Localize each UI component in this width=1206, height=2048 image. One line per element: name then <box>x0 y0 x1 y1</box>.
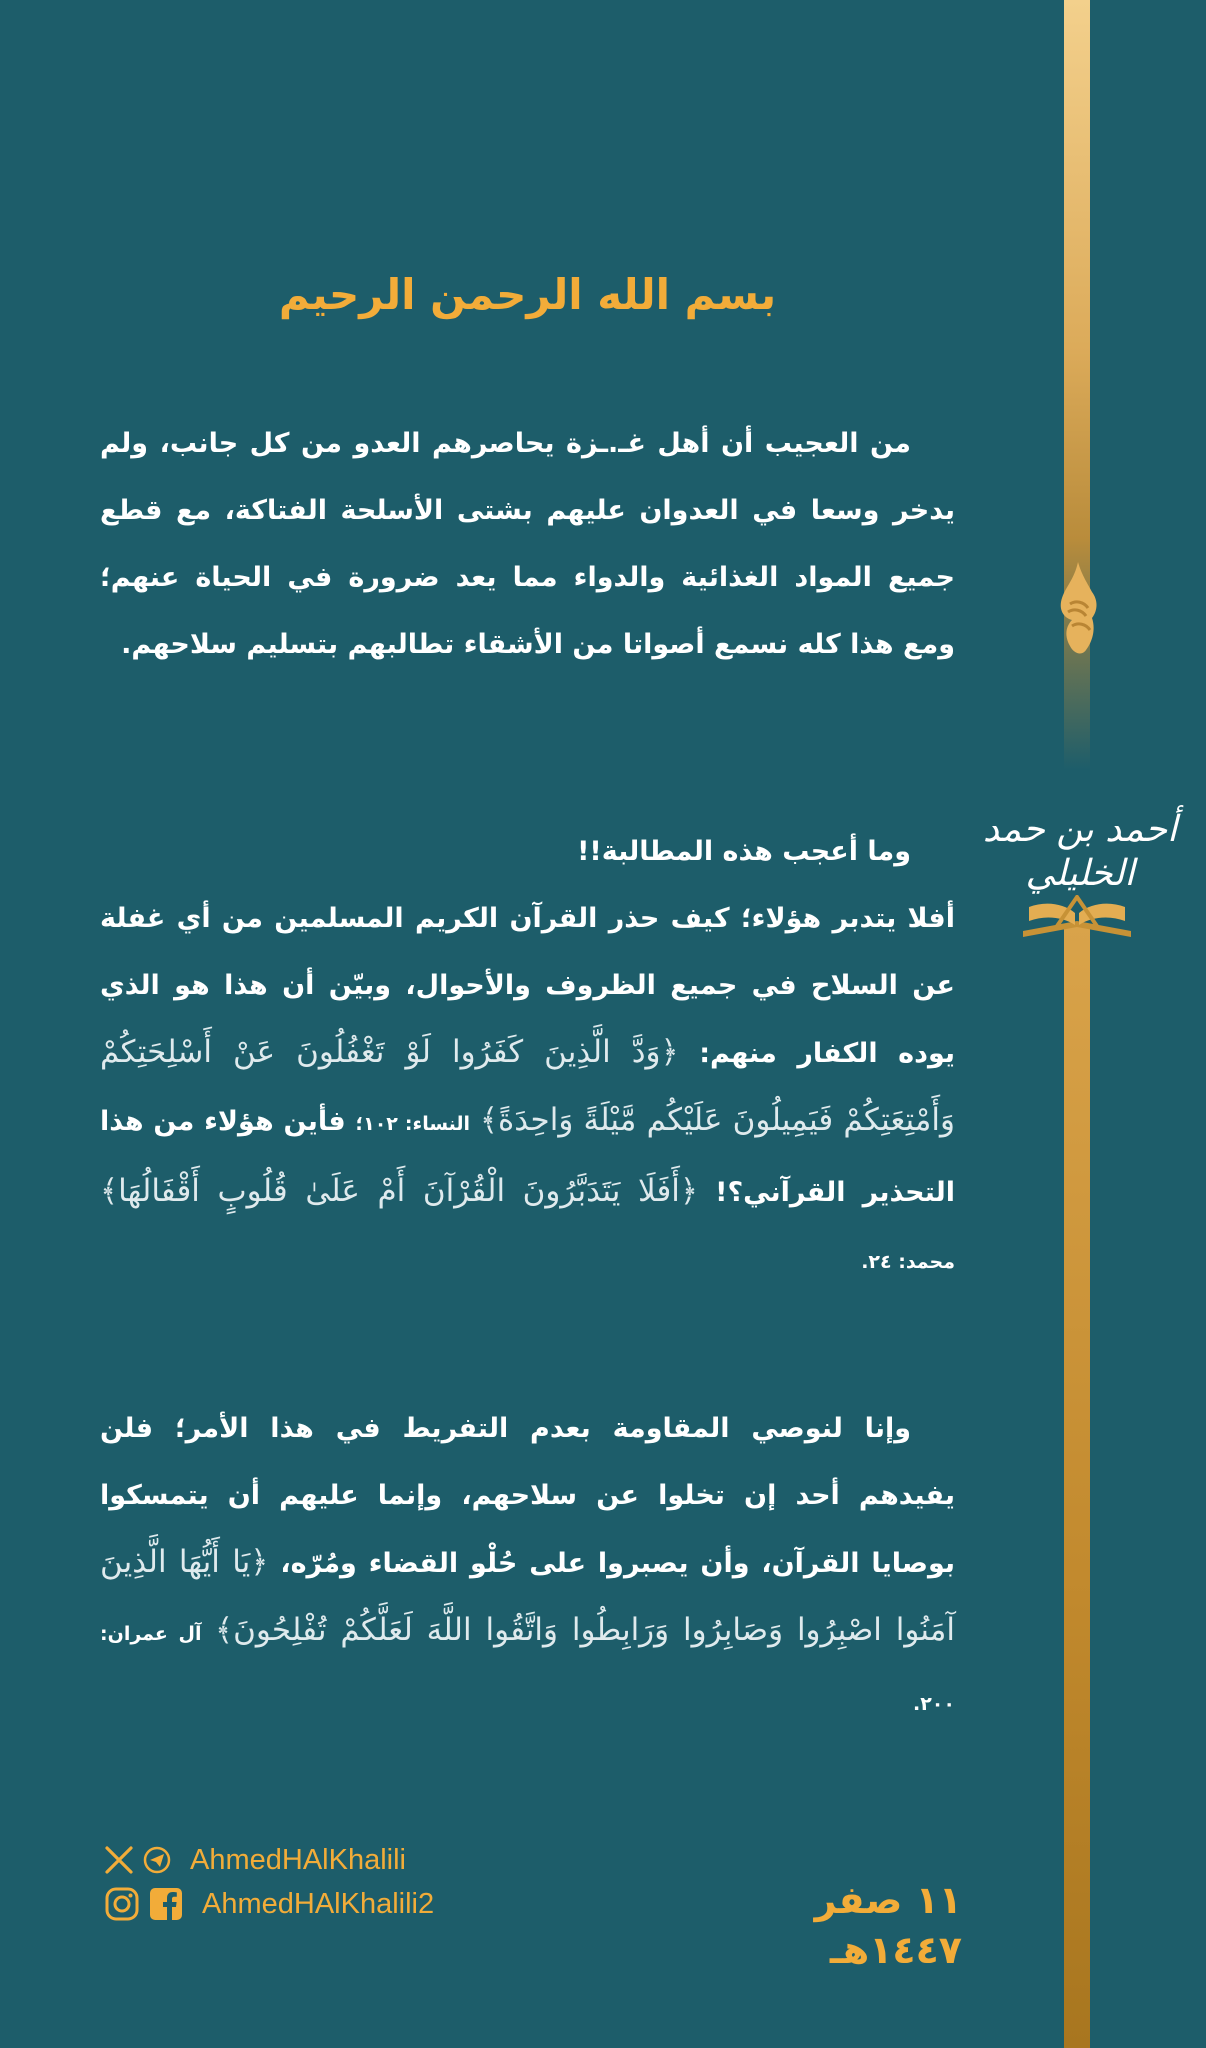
paragraph-1-text: من العجيب أن أهل غـ.ـزة يحاصرهم العدو من كل جانب، ولم يدخر وسعا في العدوان عليهم بشتى الأسلحة الفتاكة، مع قطع جميع المواد الغذائية والدواء مما يعد ضرورة في الحياة عنهم؛ ومع هذا كله نسمع أصواتا من الأشقاء تطالبهم بتسليم سلاحهم. <box>100 428 955 660</box>
paragraph-3-text: وإنا لنوصي المقاومة بعدم التفريط في هذا الأمر؛ فلن يفيدهم أحد إن تخلوا عن سلاحهم، وإنما عليهم أن يتمسكوا بوصايا القرآن، وأن يصبروا على حُلْو القضاء ومُرّه، <box>100 1413 956 1579</box>
social-row-2 <box>104 1882 434 1926</box>
clasped-hands-icon <box>1052 560 1104 660</box>
verse-2-reference: محمد: ٢٤. <box>861 1251 955 1273</box>
paragraph-2-intro: وما أعجب هذه المطالبة!! <box>577 836 911 867</box>
social-handle-1[interactable]: AhmedHAlKhalili <box>190 1844 406 1876</box>
facebook-icon[interactable] <box>148 1886 184 1922</box>
quran-verse-3: ﴿يَا أَيُّهَا الَّذِينَ آمَنُوا اصْبِرُوا وَصَابِرُوا وَرَابِطُوا وَاتَّقُوا اللَّهَ لَعَلَّكُمْ تُفْلِحُونَ﴾ <box>100 1544 955 1648</box>
instagram-icon[interactable] <box>104 1886 140 1922</box>
hijri-date: ١١ صفر ١٤٤٧هـ <box>814 1878 962 1972</box>
verse-3-reference: آل عمران: ٢٠٠. <box>100 1623 955 1715</box>
open-book-icon <box>1015 895 1139 939</box>
paragraph-2-text: أفلا يتدبر هؤلاء؛ كيف حذر القرآن الكريم المسلمين من أي غفلة عن السلاح في جميع الظروف والأحوال، وبيّن أن هذا هو الذي يوده الكفار منهم: <box>100 903 956 1069</box>
quran-verse-2: ﴿أَفَلَا يَتَدَبَّرُونَ الْقُرْآنَ أَمْ عَلَىٰ قُلُوبٍ أَقْفَالُهَا﴾ <box>100 1173 699 1209</box>
x-icon[interactable] <box>104 1845 134 1875</box>
paragraph-advice <box>100 1395 955 1738</box>
signature: أحمد بن حمد الخليلي <box>982 809 1178 894</box>
paragraph-2-question: فأين هؤلاء من هذا التحذير القرآني؟! <box>100 1106 955 1208</box>
paragraph-quran-warning <box>100 818 955 1296</box>
basmala-heading: بسم الله الرحمن الرحيم <box>278 270 777 319</box>
paragraph-intro <box>100 410 955 678</box>
quran-verse-1: ﴿وَدَّ الَّذِينَ كَفَرُوا لَوْ تَغْفُلُونَ عَنْ أَسْلِحَتِكُمْ وَأَمْتِعَتِكُمْ فَيَمِيلُونَ عَلَيْكُم مَّيْلَةً وَاحِدَةً﴾ <box>100 1034 955 1138</box>
social-row-1 <box>104 1838 406 1882</box>
social-handle-2[interactable]: AhmedHAlKhalili2 <box>202 1888 435 1920</box>
telegram-icon[interactable] <box>142 1845 172 1875</box>
gold-bar-bottom <box>1064 925 1090 2048</box>
verse-1-reference: النساء: ١٠٢؛ <box>355 1113 471 1135</box>
